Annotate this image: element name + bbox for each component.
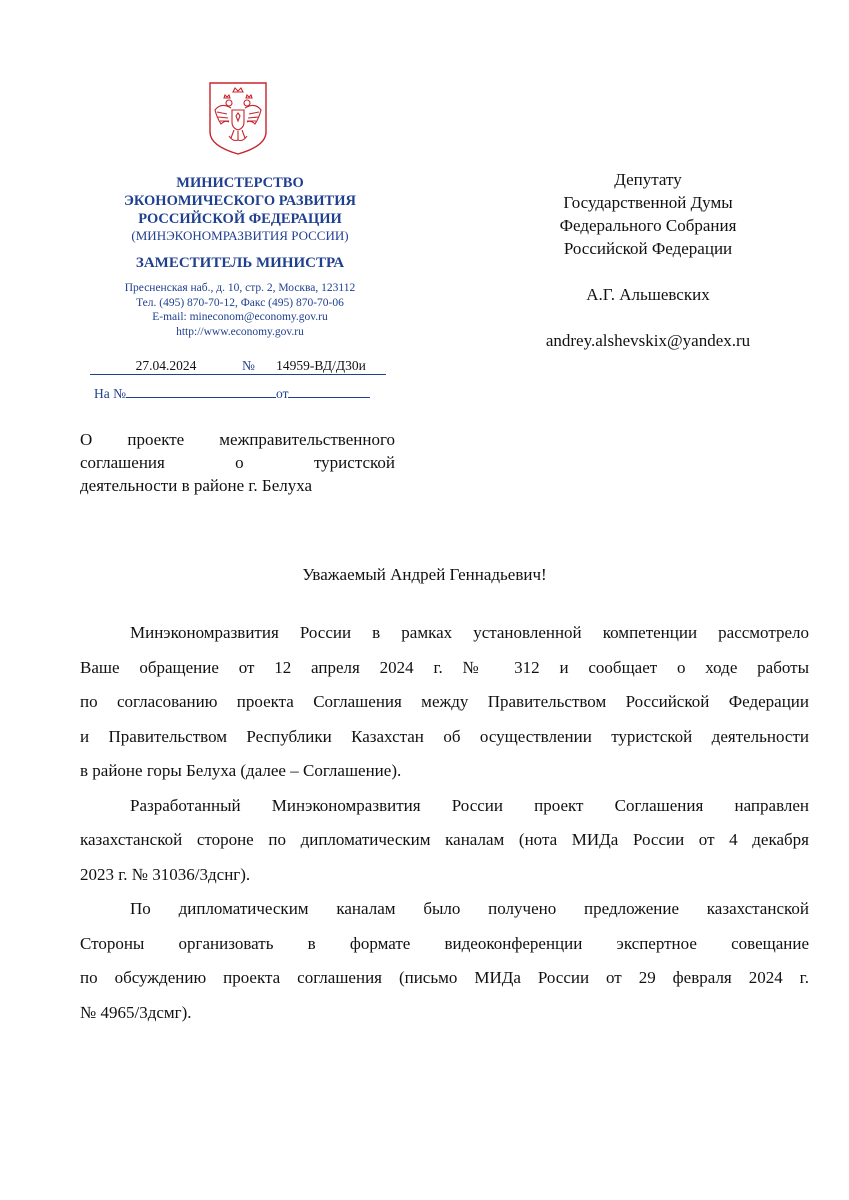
ministry-name-line1: МИНИСТЕРСТВО [176,175,304,191]
paragraph-line: Разработанный Минэкономразвития России проект Соглашения направлен [130,795,809,815]
website-text: http://www.economy.gov.ru [176,325,304,338]
recipient-name: А.Г. Альшевских [586,285,710,304]
ministry-name-line3: РОССИЙСКОЙ ФЕДЕРАЦИИ [138,211,342,227]
from-label: от [276,386,289,401]
paragraph-line: Минэкономразвития России в рамках установленной компетенции рассмотрело [130,623,809,642]
paragraph-line: Стороны организовать в формате видеоконференции экспертное совещание [80,933,809,953]
recipient-block [520,168,776,352]
paragraph-line: Ваше обращение от 12 апреля 2024 г. № 312 и сообщает о ходе работы [80,657,809,677]
recipient-line1: Депутату [614,170,682,189]
registration-line [90,358,390,375]
greeting: Уважаемый Андрей Геннадьевич! [302,565,547,584]
position-title: ЗАМЕСТИТЕЛЬ МИНИСТРА [135,255,345,271]
address-text: Пресненская наб., д. 10, стр. 2, Москва, 123112 [124,282,356,294]
subject-line2: соглашения о туристской [80,453,395,472]
paragraph-line: по согласованию проекта Соглашения между Правительством Российской Федерации [80,692,809,711]
phone-text: Тел. (495) 870-70-12, Факс (495) 870-70-06 [136,296,344,309]
recipient-line4: Российской Федерации [563,239,733,258]
paragraph-line: казахстанской стороне по дипломатическим каналам (нота МИДа России от 4 декабря [80,830,809,849]
recipient-line3: Федерального Собрания [559,216,737,235]
subject-block [80,428,395,497]
paragraph-line: По дипломатическим каналам было получено предложение казахстанской [130,899,809,918]
subject-line3: деятельности в районе г. Белуха [80,476,313,495]
coat-of-arms-emblem [207,80,269,156]
paragraph-line: 2023 г. № 31036/3дснг). [80,864,251,884]
paragraph-1 [80,616,809,789]
recipient-line2: Государственной Думы [563,193,733,212]
registration-number: 14959-ВД/Д30и [256,358,386,375]
ministry-name-line2: ЭКОНОМИЧЕСКОГО РАЗВИТИЯ [124,193,356,209]
contacts-block [90,281,390,339]
paragraph-line: № 4965/3дсмг). [80,1002,192,1022]
subject-line1: О проекте межправительственного [80,430,395,449]
paragraph-2 [80,789,809,893]
paragraph-3 [80,892,809,1030]
ministry-name-block [90,174,390,244]
reference-line [94,386,386,402]
paragraph-line: и Правительством Республики Казахстан об осуществлении туристской деятельности [80,726,809,746]
number-label: № [242,358,255,373]
paragraph-line: по обсуждению проекта соглашения (письмо МИДа России от 29 февраля 2024 г. [80,968,809,987]
ministry-short-name: (МИНЭКОНОМРАЗВИТИЯ РОССИИ) [131,228,349,243]
registration-date: 27.04.2024 [90,358,242,375]
position-title-block [90,254,390,272]
double-headed-eagle-icon [207,80,269,156]
email-text: E-mail: mineconom@economy.gov.ru [152,311,328,323]
paragraph-line: в районе горы Белуха (далее – Соглашение). [80,761,402,780]
letter-body [80,616,809,1030]
reference-label: На № [94,386,126,401]
recipient-email: andrey.alshevskix@yandex.ru [545,331,751,350]
